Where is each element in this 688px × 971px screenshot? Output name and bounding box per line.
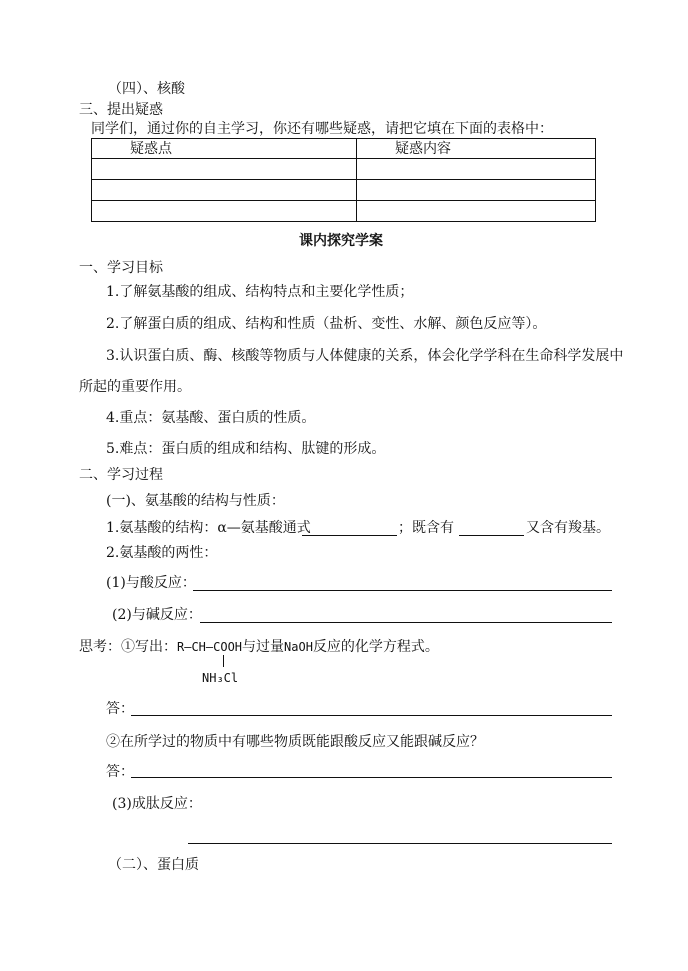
table-row (92, 159, 596, 180)
goal-item: 4.重点：氨基酸、蛋白质的性质。 (106, 410, 316, 426)
doubt-table-header: 疑惑内容 (357, 139, 596, 159)
process-title: 二、学习过程 (79, 467, 163, 483)
table-row (92, 180, 596, 201)
goals-title: 一、学习目标 (79, 260, 163, 276)
answer-blank-2[interactable] (131, 777, 612, 778)
acid-reaction-blank[interactable] (193, 590, 612, 591)
table-cell[interactable] (357, 201, 596, 222)
naoh-text: NaOH (284, 640, 313, 654)
amino-structure-end: 又含有羧基。 (526, 520, 610, 536)
doubt-table (91, 138, 596, 222)
goal-item: 所起的重要作用。 (79, 379, 191, 395)
doubt-table-header: 疑惑点 (92, 139, 357, 159)
doubt-table-header-row (92, 139, 596, 159)
section-3-title: 三、提出疑惑 (79, 102, 163, 118)
goal-item: 2.了解蛋白质的组成、结构和性质（盐析、变性、水解、颜色反应等）。 (106, 316, 547, 332)
think-question-1: 思考：①写出：R—CH—COOH与过量NaOH反应的化学方程式。 (79, 639, 439, 655)
amphoteric-label: 2.氨基酸的两性： (106, 545, 218, 561)
center-title: 课内探究学案 (299, 233, 383, 249)
answer-label-1: 答： (106, 701, 134, 717)
table-cell[interactable] (92, 180, 357, 201)
table-cell[interactable] (92, 201, 357, 222)
goal-item: 5.难点：蛋白质的组成和结构、肽键的形成。 (106, 441, 386, 457)
acid-reaction-label: (1)与酸反应： (106, 575, 196, 591)
base-reaction-label: (2)与碱反应： (112, 607, 202, 623)
amino-acid-subtitle: (一)、氨基酸的结构与性质： (106, 493, 285, 509)
general-formula-blank[interactable] (302, 535, 397, 536)
table-cell[interactable] (357, 159, 596, 180)
peptide-reaction-blank[interactable] (188, 843, 612, 844)
goal-item: 1.了解氨基酸的组成、结构特点和主要化学性质； (106, 284, 414, 300)
amino-structure-label: 1.氨基酸的结构：α—氨基酸通式 (106, 520, 311, 536)
goal-item: 3.认识蛋白质、酶、核酸等物质与人体健康的关系，体会化学学科在生命科学发展中 (106, 348, 624, 364)
amino-structure-mid: ；既含有 (398, 520, 454, 536)
base-reaction-blank[interactable] (200, 622, 612, 623)
group-blank[interactable] (459, 535, 524, 536)
answer-blank-1[interactable] (131, 715, 612, 716)
protein-section-title: （二）、蛋白质 (108, 857, 199, 873)
table-cell[interactable] (357, 180, 596, 201)
formula-text: R—CH—COOH (177, 640, 243, 654)
section-3-intro: 同学们，通过你的自主学习，你还有哪些疑惑，请把它填在下面的表格中： (91, 121, 553, 137)
table-row (92, 201, 596, 222)
answer-label-2: 答： (106, 764, 134, 780)
peptide-reaction-label: (3)成肽反应： (112, 796, 202, 812)
table-cell[interactable] (92, 159, 357, 180)
section-nucleic-acid: （四）、核酸 (108, 81, 185, 97)
formula-substituent: NH₃Cl (202, 671, 239, 685)
think-question-2: ②在所学过的物质中有哪些物质既能跟酸反应又能跟碱反应？ (106, 734, 484, 750)
formula-bond-line (223, 655, 224, 667)
